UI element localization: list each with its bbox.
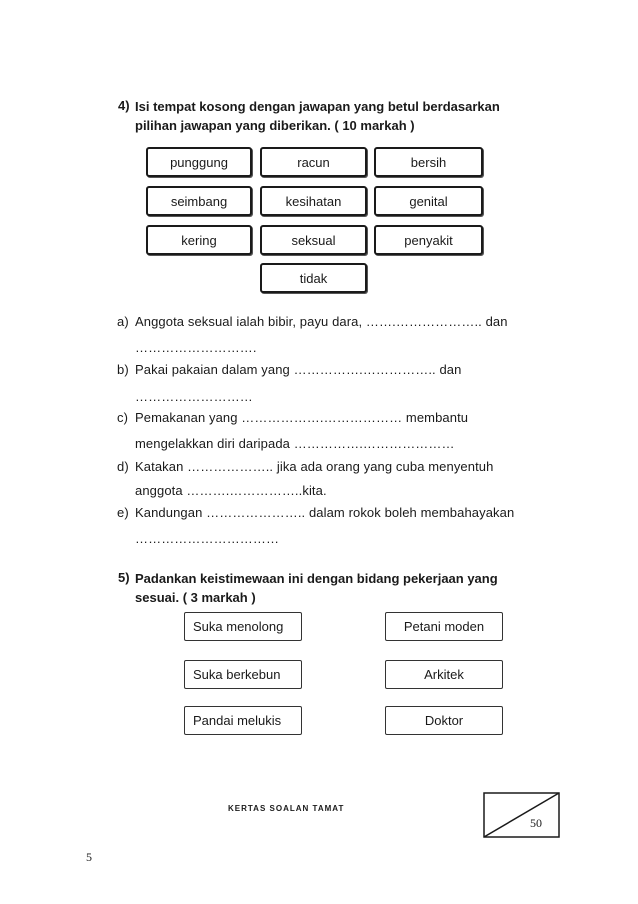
match-right-arkitek: Arkitek <box>385 660 503 689</box>
question-4-title <box>135 97 500 135</box>
item-c-label: c) <box>117 410 129 425</box>
item-d-label: d) <box>117 459 129 474</box>
question-5-title <box>135 569 498 607</box>
match-right-doktor: Doktor <box>385 706 503 735</box>
score-total: 50 <box>530 816 542 830</box>
item-a-label: a) <box>117 314 129 329</box>
question-4-title-line1: Isi tempat kosong dengan jawapan yang betul berdasarkan <box>135 99 500 114</box>
question-5-number: 5) <box>118 570 130 585</box>
item-c-line2: mengelakkan diri daripada …………….………………… <box>135 436 455 451</box>
item-b-line1: Pakai pakaian dalam yang …………….…………….. dan <box>135 362 462 377</box>
item-e-line1: Kandungan ………………….. dalam rokok boleh membahayakan <box>135 505 515 520</box>
choice-box-punggung: punggung <box>146 147 252 177</box>
choice-box-racun: racun <box>260 147 367 177</box>
item-b-label: b) <box>117 362 129 377</box>
choice-box-genital: genital <box>374 186 483 216</box>
choice-box-penyakit: penyakit <box>374 225 483 255</box>
choice-box-kesihatan: kesihatan <box>260 186 367 216</box>
match-left-suka-berkebun: Suka berkebun <box>184 660 302 689</box>
question-5-title-line1: Padankan keistimewaan ini dengan bidang pekerjaan yang <box>135 571 498 586</box>
item-d-line1: Katakan ……………….. jika ada orang yang cuba menyentuh <box>135 459 494 474</box>
score-box <box>483 792 560 838</box>
item-a-line1: Anggota seksual ialah bibir, payu dara, …….……………….. dan <box>135 314 508 329</box>
choice-box-seimbang: seimbang <box>146 186 252 216</box>
match-left-pandai-melukis: Pandai melukis <box>184 706 302 735</box>
end-of-paper-label: KERTAS SOALAN TAMAT <box>228 804 345 813</box>
page-number: 5 <box>86 850 92 864</box>
question-4-title-line2: pilihan jawapan yang diberikan. ( 10 markah ) <box>135 118 415 133</box>
question-5-title-line2: sesuai. ( 3 markah ) <box>135 590 256 605</box>
item-c-line1: Pemakanan yang ……………….……………… membantu <box>135 410 469 425</box>
item-d-line2: anggota ……….……………..kita. <box>135 483 327 498</box>
choice-box-seksual: seksual <box>260 225 367 255</box>
choice-box-tidak: tidak <box>260 263 367 293</box>
item-a-line2: ………………………. <box>135 340 257 355</box>
item-b-line2: ……………………… <box>135 389 253 404</box>
item-e-label: e) <box>117 505 129 520</box>
choice-box-kering: kering <box>146 225 252 255</box>
question-4-number: 4) <box>118 98 130 113</box>
choice-box-bersih: bersih <box>374 147 483 177</box>
match-right-petani-moden: Petani moden <box>385 612 503 641</box>
match-left-suka-menolong: Suka menolong <box>184 612 302 641</box>
score-box-frame <box>483 792 560 838</box>
item-e-line2: …………………………… <box>135 531 280 546</box>
